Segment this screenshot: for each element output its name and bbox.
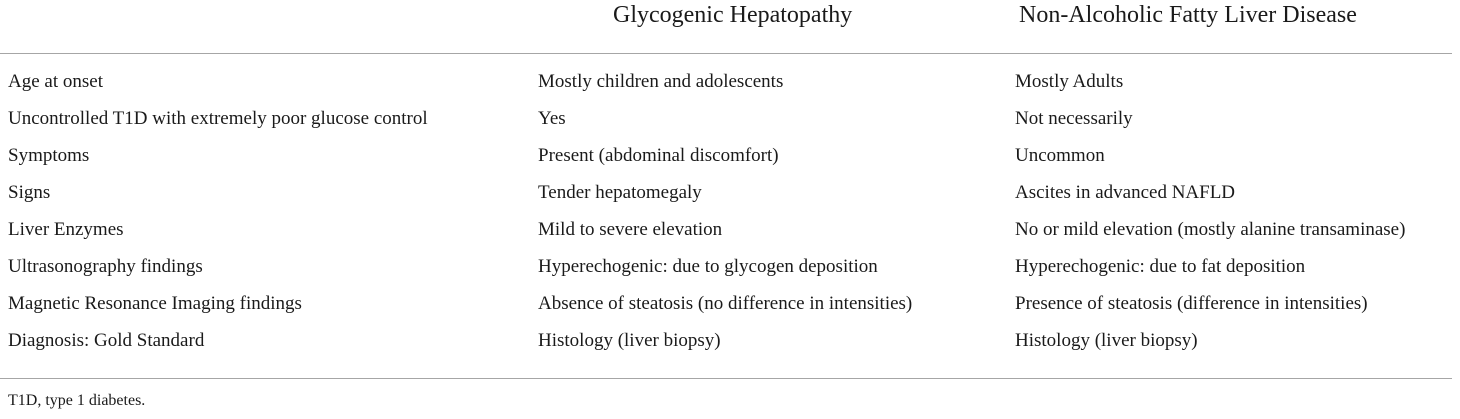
header-divider (0, 53, 1452, 54)
row-label: Ultrasonography findings (8, 256, 203, 277)
glycogenic-cell: Mostly children and adolescents (538, 71, 784, 92)
nafld-cell: Not necessarily (1015, 108, 1133, 129)
row-label: Symptoms (8, 145, 90, 166)
glycogenic-cell: Yes (538, 108, 566, 129)
glycogenic-cell: Histology (liver biopsy) (538, 330, 721, 351)
footer-divider (0, 378, 1452, 379)
row-label: Liver Enzymes (8, 219, 124, 240)
table-header-row (0, 2, 1460, 38)
table-row (0, 256, 1460, 293)
table-row (0, 293, 1460, 330)
glycogenic-cell: Tender hepatomegaly (538, 182, 702, 203)
row-label: Signs (8, 182, 51, 203)
table-row (0, 182, 1460, 219)
glycogenic-cell: Absence of steatosis (no difference in intensities) (538, 293, 913, 314)
nafld-cell: No or mild elevation (mostly alanine transaminase) (1015, 219, 1406, 240)
column-header-glycogenic-hepatopathy: Glycogenic Hepatopathy (613, 2, 853, 28)
table-footnote: T1D, type 1 diabetes. (8, 392, 146, 409)
row-label: Diagnosis: Gold Standard (8, 330, 205, 351)
table-row (0, 145, 1460, 182)
nafld-cell: Presence of steatosis (difference in intensities) (1015, 293, 1368, 314)
table-body (0, 71, 1460, 367)
glycogenic-cell: Mild to severe elevation (538, 219, 723, 240)
glycogenic-cell: Present (abdominal discomfort) (538, 145, 779, 166)
row-label: Magnetic Resonance Imaging findings (8, 293, 302, 314)
nafld-cell: Ascites in advanced NAFLD (1015, 182, 1236, 203)
nafld-cell: Uncommon (1015, 145, 1105, 166)
column-header-nafld: Non-Alcoholic Fatty Liver Disease (1019, 2, 1357, 28)
table-row (0, 330, 1460, 367)
nafld-cell: Histology (liver biopsy) (1015, 330, 1198, 351)
row-label: Uncontrolled T1D with extremely poor glucose control (8, 108, 428, 129)
row-label: Age at onset (8, 71, 103, 92)
table-row (0, 71, 1460, 108)
table-row (0, 108, 1460, 145)
nafld-cell: Hyperechogenic: due to fat deposition (1015, 256, 1306, 277)
nafld-cell: Mostly Adults (1015, 71, 1124, 92)
glycogenic-cell: Hyperechogenic: due to glycogen deposition (538, 256, 878, 277)
table-row (0, 219, 1460, 256)
